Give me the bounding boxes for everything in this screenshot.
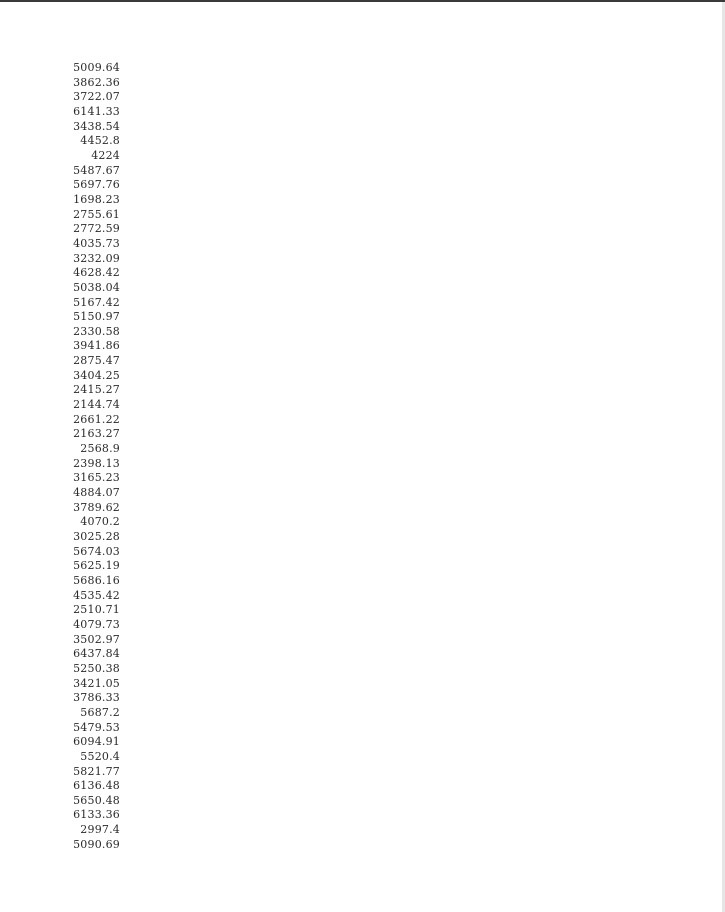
value-row: 2661.22 (73, 412, 120, 426)
value-row: 2163.27 (73, 427, 120, 441)
value-row: 3404.25 (73, 368, 120, 382)
value-row: 4035.73 (73, 236, 120, 250)
value-row: 5625.19 (73, 559, 120, 573)
value-row: 4535.42 (73, 588, 120, 602)
value-row: 5697.76 (73, 178, 120, 192)
value-row: 4224 (91, 148, 120, 162)
value-row: 2997.4 (80, 823, 120, 837)
value-row: 5038.04 (73, 280, 120, 294)
value-row: 3421.05 (73, 676, 120, 690)
value-row: 2144.74 (73, 398, 120, 412)
value-row: 4884.07 (73, 486, 120, 500)
value-row: 6133.36 (73, 808, 120, 822)
value-row: 5821.77 (73, 764, 120, 778)
value-row: 2330.58 (73, 324, 120, 338)
value-row: 2568.9 (80, 442, 120, 456)
value-row: 3722.07 (73, 90, 120, 104)
value-row: 5686.16 (73, 573, 120, 587)
value-row: 4628.42 (73, 266, 120, 280)
value-row: 2772.59 (73, 222, 120, 236)
value-row: 3502.97 (73, 632, 120, 646)
value-row: 2415.27 (73, 383, 120, 397)
value-row: 5250.38 (73, 661, 120, 675)
value-row: 5479.53 (73, 720, 120, 734)
value-row: 5487.67 (73, 163, 120, 177)
value-row: 3862.36 (73, 75, 120, 89)
value-row: 5674.03 (73, 544, 120, 558)
value-row: 5009.64 (73, 61, 120, 74)
value-row: 3025.28 (73, 530, 120, 543)
value-row: 6141.33 (73, 104, 120, 118)
document-page (0, 2, 722, 912)
value-row: 5687.2 (80, 705, 120, 719)
value-row: 3786.33 (73, 691, 120, 705)
value-list (60, 61, 120, 852)
value-row: 5150.97 (73, 310, 120, 324)
value-row: 5090.69 (73, 837, 120, 851)
value-row: 2510.71 (73, 603, 120, 617)
value-row: 3232.09 (73, 251, 120, 265)
value-row: 4079.73 (73, 617, 120, 631)
value-row: 4452.8 (80, 134, 120, 148)
value-row: 3941.86 (73, 339, 120, 353)
value-row: 4070.2 (80, 515, 120, 529)
value-row: 6437.84 (73, 647, 120, 661)
value-row: 5167.42 (73, 295, 120, 309)
value-row: 2755.61 (73, 207, 120, 221)
value-row: 3438.54 (73, 119, 120, 133)
value-row: 5650.48 (73, 793, 120, 807)
value-row: 6094.91 (73, 735, 120, 749)
value-row: 3789.62 (73, 500, 120, 514)
value-row: 3165.23 (73, 471, 120, 485)
value-row: 5520.4 (80, 749, 120, 763)
value-row: 6136.48 (73, 779, 120, 793)
value-row: 1698.23 (73, 192, 120, 206)
value-row: 2398.13 (73, 456, 120, 470)
value-row: 2875.47 (73, 354, 120, 368)
